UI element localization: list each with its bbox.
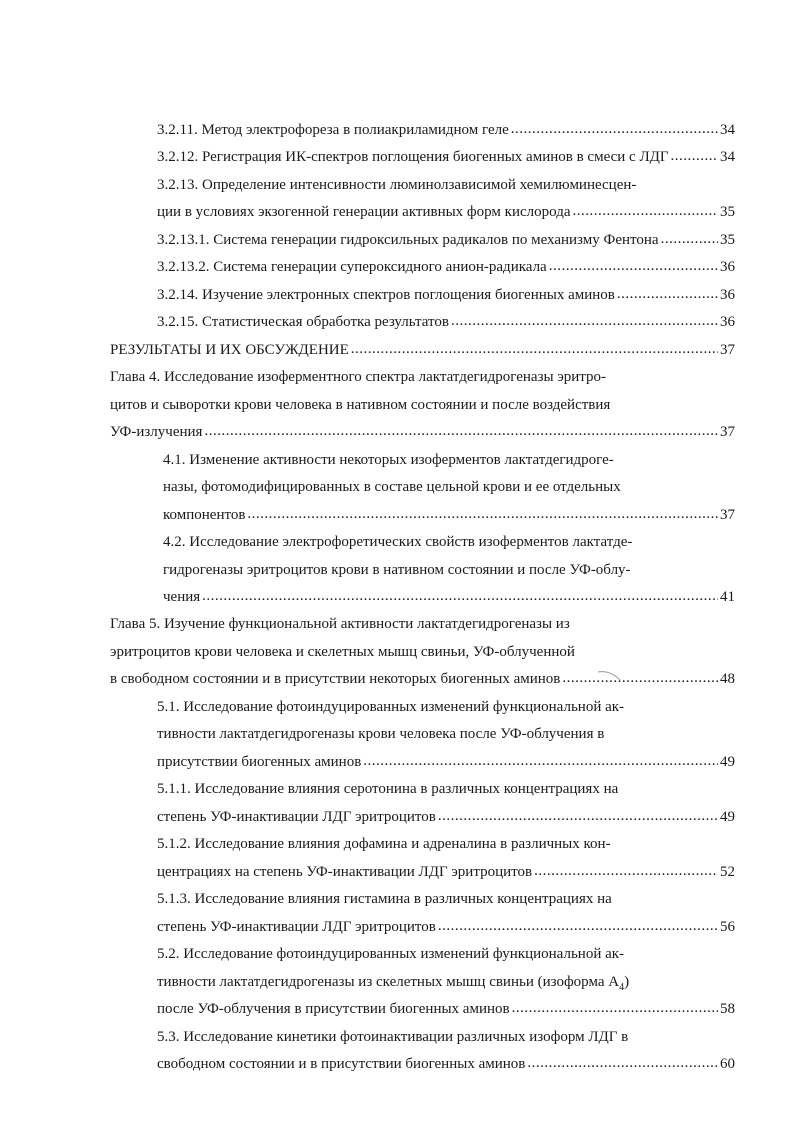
toc-entry-3-2-12: 3.2.12. Регистрация ИК-спектров поглощения биогенных аминов в смеси с ЛДГ ..... 34 [157,147,735,167]
toc-entry-5-1-1-line1: 5.1.1. Исследование влияния серотонина в различных концентрациях на [157,781,619,797]
leader-dots [351,343,718,357]
toc-entry-3-2-15: 3.2.15. Статистическая обработка результатов ..... 36 [157,312,735,332]
toc-entry-5-1-line2: тивности лактатдегидрогеназы крови человека после УФ-облучения в [157,726,605,742]
toc-entry-4-2-line3: чения ..... 41 [163,587,735,607]
toc-entry-5-1-1-line2: степень УФ-инактивации ЛДГ эритроцитов ..... 49 [157,807,735,827]
toc-entry-4-2-line2: гидрогеназы эритроцитов крови в нативном состоянии и после УФ-облу- [163,562,631,578]
toc-entry-3-2-13-line2: ции в условиях экзогенной генерации активных форм кислорода ..... 35 [157,202,735,222]
toc-entry-chapter-5-line2: эритроцитов крови человека и скелетных мышц свиньи, УФ-облученной [110,644,575,660]
toc-entry-3-2-14: 3.2.14. Изучение электронных спектров поглощения биогенных аминов ..... 36 [157,285,735,305]
toc-entry-5-2-line2: тивности лактатдегидрогеназы из скелетных мышц свиньи (изоформа $A_4$) [157,974,630,993]
toc-entry-3-2-13-2: 3.2.13.2. Система генерации супероксидного анион-радикала ..... 36 [157,257,735,277]
leader-dots [363,755,718,769]
toc-entry-chapter-4-line2: цитов и сыворотки крови человека в нативном состоянии и после воздействия [110,397,611,413]
toc-entry-chapter-4-line3: УФ-излучения ..... 37 [110,422,735,442]
leader-dots [661,233,718,247]
toc-entry-3-2-13-line1: 3.2.13. Определение интенсивности люминолзависимой хемилюминесцен- [157,177,637,193]
leader-dots [671,150,718,164]
leader-dots [438,920,718,934]
toc-entry-5-1-3-line2: степень УФ-инактивации ЛДГ эритроцитов ..... 56 [157,917,735,937]
leader-dots [202,590,718,604]
toc-entry-5-1-2-line1: 5.1.2. Исследование влияния дофамина и адреналина в различных кон- [157,836,611,852]
leader-dots [617,288,718,302]
scan-pen-mark [596,668,624,684]
toc-entry-5-2-line3: после УФ-облучения в присутствии биогенных аминов ..... 58 [157,999,735,1019]
toc-entry-chapter-5-line3: в свободном состоянии и в присутствии некоторых биогенных аминов ..... 48 [110,669,735,689]
leader-dots [527,1057,718,1071]
leader-dots [451,315,718,329]
toc-entry-5-2-line1: 5.2. Исследование фотоиндуцированных изменений функциональной ак- [157,946,625,962]
toc-entry-4-1-line2: назы, фотомодифицированных в составе цельной крови и ее отдельных [163,479,621,495]
toc-entry-4-1-line3: компонентов ..... 37 [163,505,735,525]
leader-dots [438,810,718,824]
toc-entry-3-2-11: 3.2.11. Метод электрофореза в полиакриламидном геле ..... 34 [157,120,735,140]
toc-entry-5-1-3-line1: 5.1.3. Исследование влияния гистамина в различных концентрациях на [157,891,612,907]
leader-dots [562,672,718,686]
toc-entry-5-3-line1: 5.3. Исследование кинетики фотоинактивации различных изоформ ЛДГ в [157,1029,629,1045]
toc-entry-chapter-4-line1: Глава 4. Исследование изоферментного спектра лактатдегидрогеназы эритро- [110,369,607,385]
leader-dots [534,865,718,879]
leader-dots [512,1002,718,1016]
toc-entry-4-2-line1: 4.2. Исследование электрофоретических свойств изоферментов лактатде- [163,534,633,550]
leader-dots [549,260,718,274]
leader-dots [204,425,718,439]
leader-dots [572,205,718,219]
toc-entry-5-1-2-line2: центрациях на степень УФ-инактивации ЛДГ эритроцитов ..... 52 [157,862,735,882]
toc-entry-results: РЕЗУЛЬТАТЫ И ИХ ОБСУЖДЕНИЕ ..... 37 [110,340,735,360]
leader-dots [247,508,718,522]
toc-entry-chapter-5-line1: Глава 5. Изучение функциональной активности лактатдегидрогеназы из [110,616,570,632]
toc-entry-4-1-line1: 4.1. Изменение активности некоторых изоферментов лактатдегидроге- [163,452,614,468]
toc-entry-5-3-line2: свободном состоянии и в присутствии биогенных аминов ..... 60 [157,1054,735,1074]
toc-entry-5-1-line1: 5.1. Исследование фотоиндуцированных изменений функциональной ак- [157,699,625,715]
leader-dots [511,123,718,137]
toc-entry-3-2-13-1: 3.2.13.1. Система генерации гидроксильных радикалов по механизму Фентона ..... 35 [157,230,735,250]
toc-entry-5-1-line3: присутствии биогенных аминов ..... 49 [157,752,735,772]
